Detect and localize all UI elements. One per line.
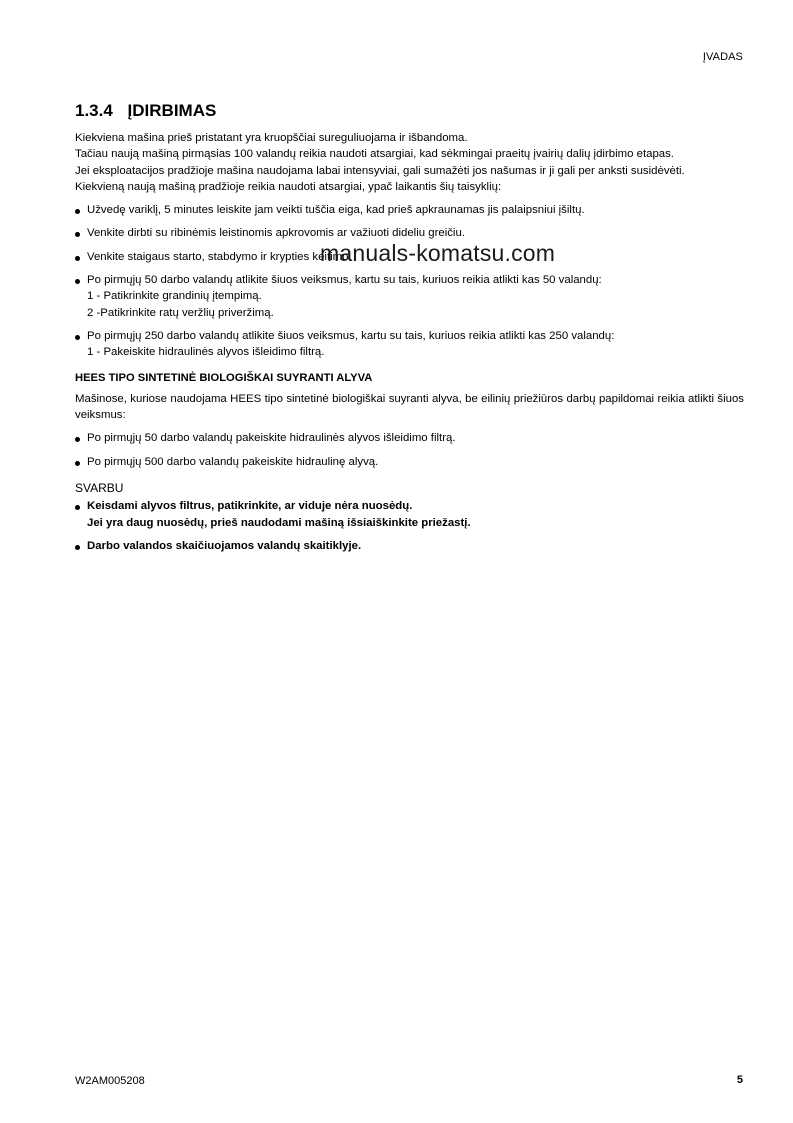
important-line: Keisdami alyvos filtrus, patikrinkite, ar viduje nėra nuosėdų. xyxy=(87,500,413,513)
list-item xyxy=(75,430,744,446)
list-item xyxy=(75,272,744,321)
section-number: 1.3.4 xyxy=(75,101,113,120)
important-line: Darbo valandos skaičiuojamos valandų skaitiklyje. xyxy=(87,539,362,552)
hees-list xyxy=(75,430,744,470)
bullet-icon xyxy=(75,232,80,237)
intro-paragraph: Kiekviena mašina prieš pristatant yra kruopščiai sureguliuojama ir išbandoma. xyxy=(75,132,468,144)
sub-step: 2 -Patikrinkite ratų veržlių priveržimą. xyxy=(87,306,274,319)
bullet-icon xyxy=(75,505,80,510)
bullet-icon xyxy=(75,335,80,340)
bullet-icon xyxy=(75,209,80,214)
sub-step: 1 - Patikrinkite grandinių įtempimą. xyxy=(87,290,262,303)
chapter-header: ĮVADAS xyxy=(702,51,743,63)
bullet-icon xyxy=(75,279,80,284)
list-item xyxy=(75,454,744,470)
important-title: SVARBU xyxy=(75,481,124,496)
important-list xyxy=(75,498,744,554)
list-item xyxy=(75,538,744,554)
important-notice xyxy=(75,480,744,554)
page-number: 5 xyxy=(736,1074,743,1086)
rule-text: Užvedę variklį, 5 minutes leiskite jam veikti tuščia eiga, kad prieš apkraunamas jis palaipsniui įšiltų. xyxy=(87,204,585,217)
hees-item-text: Po pirmųjų 50 darbo valandų pakeiskite hidraulinės alyvos išleidimo filtrą. xyxy=(87,432,456,445)
bullet-icon xyxy=(75,545,80,550)
rule-text: Po pirmųjų 250 darbo valandų atlikite šiuos veiksmus, kartu su tais, kuriuos reikia atlikti kas 250 valandų: xyxy=(87,329,615,342)
watermark: manuals-komatsu.com xyxy=(320,240,556,266)
list-item xyxy=(75,328,744,361)
important-line: Jei yra daug nuosėdų, prieš naudodami mašiną išsiaiškinkite priežastį. xyxy=(87,516,471,529)
break-in-rules-list xyxy=(75,202,744,360)
section-title xyxy=(75,101,216,121)
bullet-icon xyxy=(75,437,80,442)
section-heading: ĮDIRBIMAS xyxy=(127,101,217,120)
list-item xyxy=(75,202,744,218)
hees-paragraph: Mašinose, kuriose naudojama HEES tipo sintetinė biologiškai suyranti alyva, be eilinių priežiūros darbų papildomai reikia atlikti šiuos veiksmus: xyxy=(75,392,744,422)
page-content xyxy=(75,130,744,554)
intro-paragraph: Tačiau naują mašiną pirmąsias 100 valandų reikia naudoti atsargiai, kad sėkmingai praeitų įvairių dalių įdirbimo etapas. xyxy=(75,148,674,161)
bullet-icon xyxy=(75,256,80,261)
rule-text: Venkite dirbti su ribinėmis leistinomis apkrovomis ar važiuoti dideliu greičiu. xyxy=(87,227,465,240)
bullet-icon xyxy=(75,461,80,466)
list-item xyxy=(75,498,744,531)
rule-text: Po pirmųjų 50 darbo valandų atlikite šiuos veiksmus, kartu su tais, kuriuos reikia atlikti kas 50 valandų: xyxy=(87,274,602,287)
document-code: W2AM005208 xyxy=(75,1075,145,1087)
sub-step: 1 - Pakeiskite hidraulinės alyvos išleidimo filtrą. xyxy=(87,346,325,359)
hees-item-text: Po pirmųjų 500 darbo valandų pakeiskite hidraulinę alyvą. xyxy=(87,455,379,468)
rule-text: Venkite staigaus starto, stabdymo ir krypties keitimo. xyxy=(87,250,352,263)
intro-paragraph: Jei eksploatacijos pradžioje mašina naudojama labai intensyviai, gali sumažėti jos našumas ir ji gali per anksti susidėvėti. xyxy=(75,164,685,177)
hees-heading: HEES TIPO SINTETINĖ BIOLOGIŠKAI SUYRANTI ALYVA xyxy=(75,371,373,384)
intro-paragraph: Kiekvieną naują mašiną pradžioje reikia naudoti atsargiai, ypač laikantis šių taisyklių: xyxy=(75,180,502,193)
